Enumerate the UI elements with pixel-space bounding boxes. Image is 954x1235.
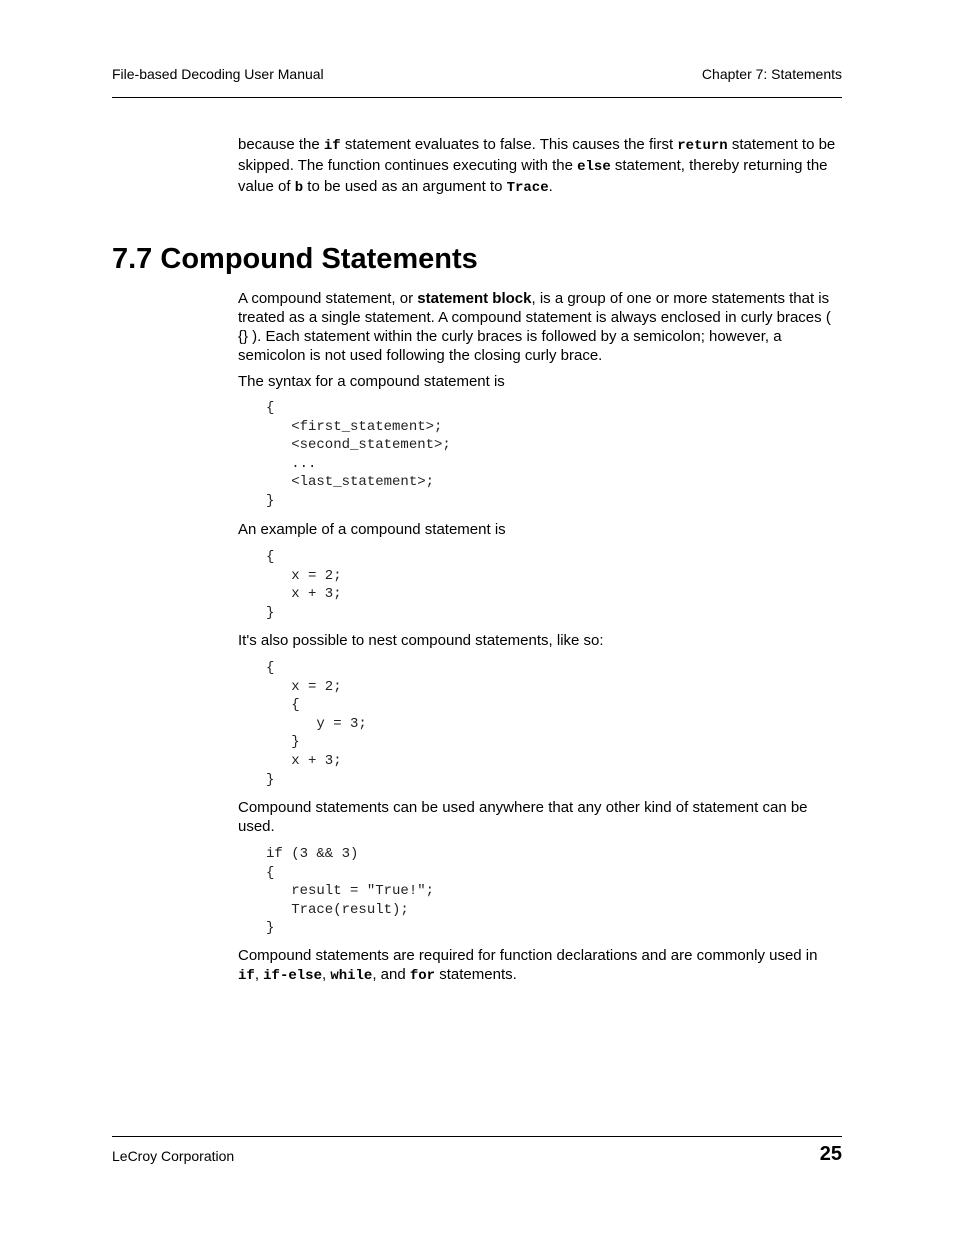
footer-company: LeCroy Corporation (112, 1148, 235, 1164)
keyword-else: else (577, 159, 611, 175)
nested-code-block: { x = 2; { y = 3; } x + 3; } (266, 660, 367, 788)
if-example-code-block: if (3 && 3) { result = "True!"; Trace(result); } (266, 846, 435, 937)
header-chapter-title: Chapter 7: Statements (701, 66, 842, 82)
term-statement-block: statement block (417, 290, 532, 307)
keyword-return: return (677, 138, 728, 154)
intro-paragraph: because the if statement evaluates to false. This causes the first return statement to be skipped. The function continues executing with the else statement, thereby returning the value of b to be used as an argument to Trace. (238, 136, 836, 196)
nesting-intro-paragraph: It's also possible to nest compound statements, like so: (238, 632, 604, 649)
keyword-if-else: if-else (263, 968, 322, 984)
keyword-if: if (238, 968, 255, 984)
usage-paragraph: Compound statements can be used anywhere that any other kind of statement can be used. (238, 799, 808, 835)
section-heading: 7.7 Compound Statements (112, 243, 478, 275)
page-header (112, 66, 842, 86)
keyword-while: while (330, 968, 373, 984)
example-code-block: { x = 2; x + 3; } (266, 549, 342, 621)
definition-paragraph: A compound statement, or statement block, is a group of one or more statements that is treated as a single statement. A compound statement is always enclosed in curly braces ( {} ). Each statement within the curly braces is followed by a semicolon; however, a semicolon is not used following the closing curly brace. (238, 290, 831, 364)
keyword-if: if (323, 138, 341, 154)
footer-divider (112, 1136, 842, 1137)
keyword-for: for (409, 968, 436, 984)
requirement-paragraph: Compound statements are required for function declarations and are commonly used in if, if-else, while, and for statements. (238, 947, 818, 984)
syntax-intro-paragraph: The syntax for a compound statement is (238, 373, 505, 390)
page-number: 25 (819, 1143, 842, 1165)
header-manual-title: File-based Decoding User Manual (112, 66, 324, 82)
syntax-code-block: { <first_statement>; <second_statement>; ... <last_statement>; } (266, 400, 451, 509)
example-intro-paragraph: An example of a compound statement is (238, 521, 506, 538)
keyword-b: b (294, 180, 304, 196)
keyword-trace: Trace (506, 180, 549, 196)
header-divider (112, 97, 842, 98)
